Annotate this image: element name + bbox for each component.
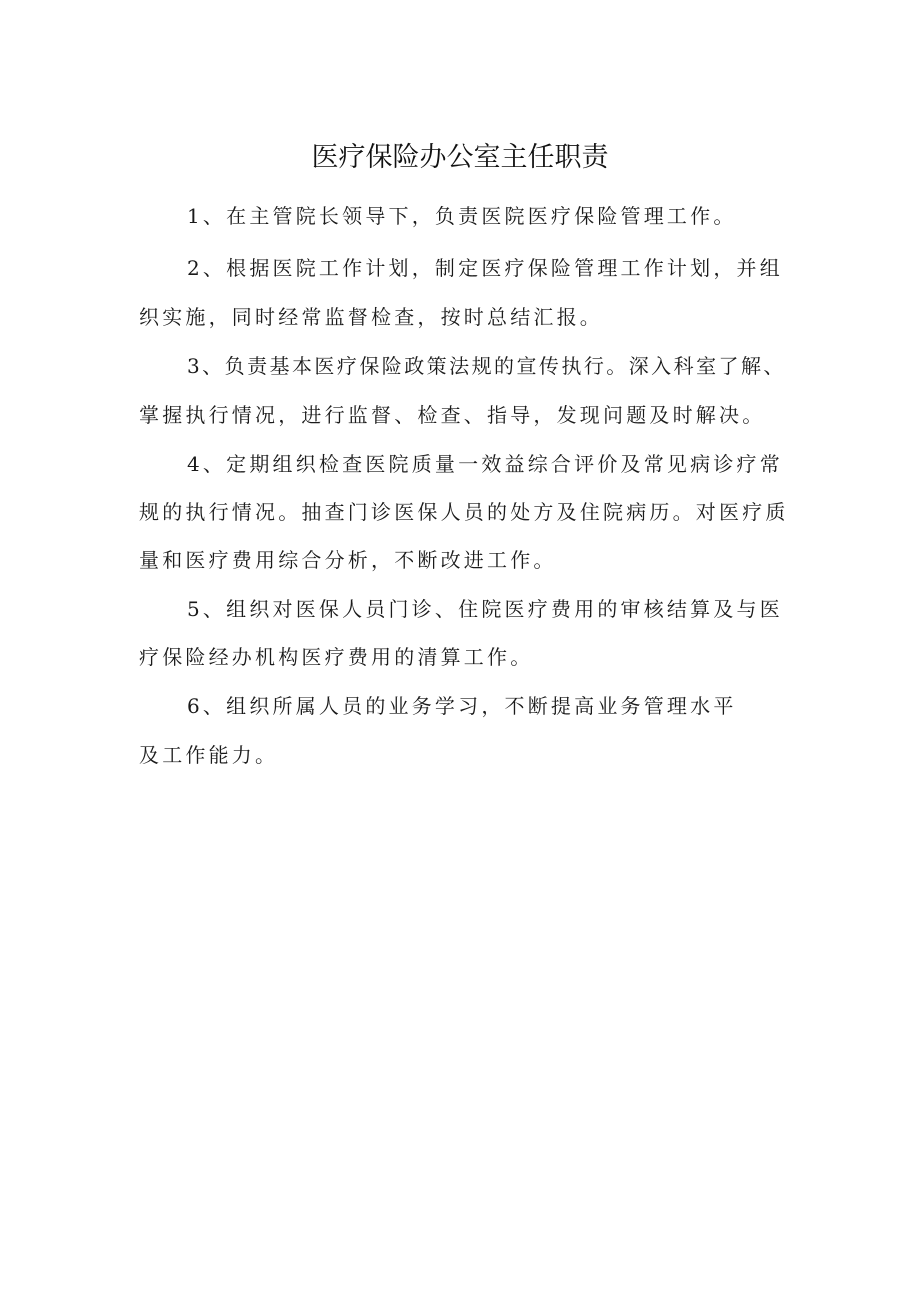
duty-4-line-2: 规的执行情况。抽查门诊医保人员的处方及住院病历。对医疗质 [139,500,789,524]
duty-3-line-2: 掌握执行情况，进行监督、检查、指导，发现问题及时解决。 [139,403,766,427]
duty-5-line-2: 疗保险经办机构医疗费用的清算工作。 [139,645,534,669]
duty-4-line-1: 4、定期组织检查医院质量一效益综合评价及常见病诊疗常 [187,452,783,476]
duty-2-line-2: 织实施，同时经常监督检查，按时总结汇报。 [139,305,603,329]
duty-6-line-1: 6、组织所属人员的业务学习，不断提高业务管理水平 [187,694,737,718]
duty-1-line-1: 1、在主管院长领导下，负责医院医疗保险管理工作。 [187,204,737,228]
duty-3-line-1: 3、负责基本医疗保险政策法规的宣传执行。深入科室了解、 [187,354,786,378]
page-title: 医疗保险办公室主任职责 [311,142,609,173]
duty-5-line-1: 5、组织对医保人员门诊、住院医疗费用的审核结算及与医 [187,597,783,621]
duty-6-line-2: 及工作能力。 [139,743,279,767]
duty-4-line-3: 量和医疗费用综合分析，不断改进工作。 [139,548,557,572]
duty-2-line-1: 2、根据医院工作计划，制定医疗保险管理工作计划，并组 [187,256,783,280]
